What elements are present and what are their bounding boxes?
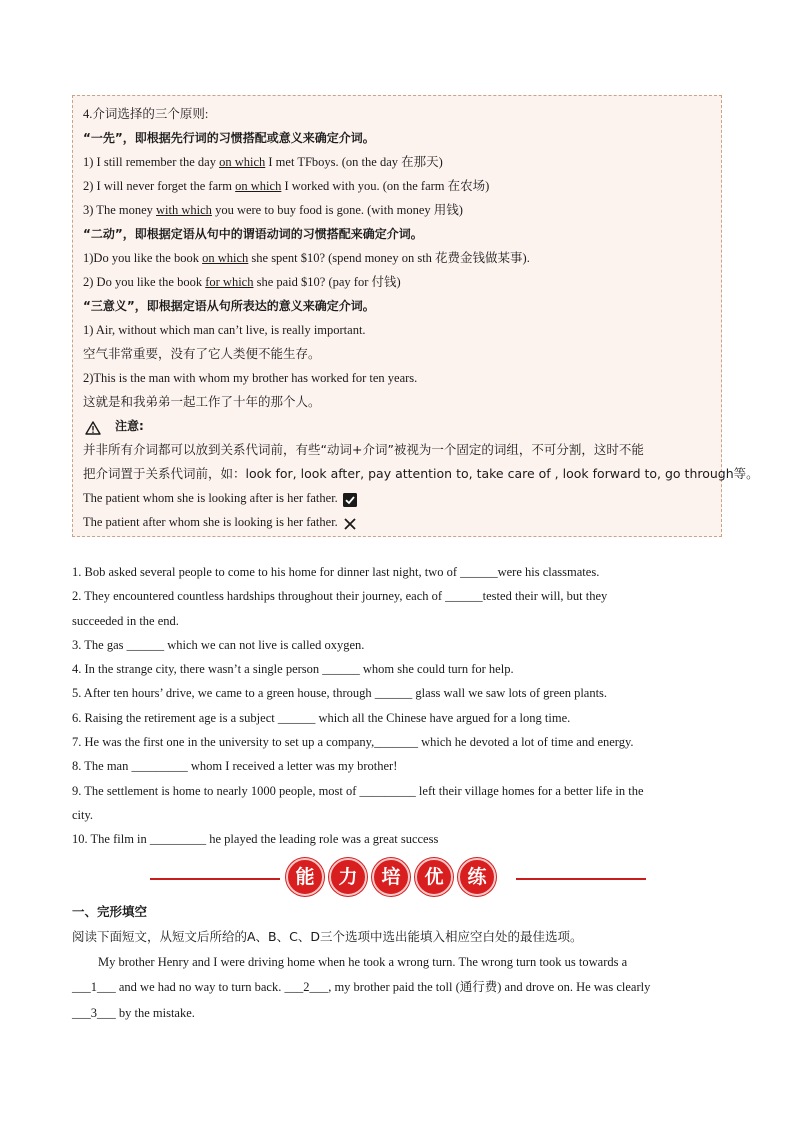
note-header [83,414,721,438]
tip-box [72,95,759,537]
section-heading: 一、完形填空 [72,904,148,919]
banner-rule-right [516,878,646,880]
banner-char: 优 [415,858,453,896]
banner-char: 力 [329,858,367,896]
exercise-line: 2. They encountered countless hardships throughout their journey, each of ______tested their will, but they [72,589,608,604]
exercise-line: 3. The gas ______ which we can not live is called oxygen. [72,637,365,652]
rule3-example-2-translation: 这就是和我弟弟一起工作了十年的那个人。 [83,394,321,409]
section-instruction: 阅读下面短文，从短文后所给的A、B、C、D三个选项中选出能填入相应空白处的最佳选项。 [72,929,583,944]
warning-icon [85,419,101,433]
exercise-line: 9. The settlement is home to nearly 1000 people, most of _________ left their village homes for a better life in the [72,783,644,798]
section-banner [150,858,646,900]
tip-title: 4.介词选择的三个原则: [83,107,209,121]
exercise-list [72,560,722,852]
exercise-line: city. [72,807,94,822]
rule2-example-1: 1)Do you like the book on which she spent $10? (spend money on sth 花费金钱做某事). [83,251,530,265]
banner-rule-left [150,878,280,880]
banner-title [286,858,496,896]
wrong-example: The patient after whom she is looking is her father. [83,510,721,534]
exercise-line: 10. The film in _________ he played the leading role was a great success [72,832,439,847]
rule3-example-2: 2)This is the man with whom my brother has worked for ten years. [83,371,418,385]
passage-line: ___3___ by the mistake. [72,1005,195,1020]
note-line-1: 并非所有介词都可以放到关系代词前，有些“动词+介词”被视为一个固定的词组，不可分割，这时不能 [83,442,644,457]
rule3-title: “三意义”，即根据定语从句所表达的意义来确定介词。 [83,299,375,313]
exercise-line: 8. The man _________ whom I received a letter was my brother! [72,759,398,774]
rule2-title: “二动”，即根据定语从句中的谓语动词的习惯搭配来确定介词。 [83,227,423,241]
checkmark-icon [343,491,357,505]
exercise-line: 4. In the strange city, there wasn’t a single person ______ whom she could turn for help. [72,662,514,677]
rule3-example-1-translation: 空气非常重要，没有了它人类便不能生存。 [83,346,321,361]
cross-icon [343,515,357,529]
exercise-line: 5. After ten hours’ drive, we came to a green house, through ______ glass wall we saw lots of green plants. [72,686,608,701]
rule3-example-1: 1) Air, without which man can’t live, is really important. [83,323,366,337]
rule1-title: “一先”，即根据先行词的习惯搭配或意义来确定介词。 [83,131,375,145]
passage-line: My brother Henry and I were driving home when he took a wrong turn. The wrong turn took us towards a [98,954,628,969]
exercise-line: 1. Bob asked several people to come to his home for dinner last night, two of ______were his classmates. [72,565,600,579]
passage-line: ___1___ and we had no way to turn back. ___2___, my brother paid the toll (通行费) and drove on. He was clearly [72,980,651,994]
rule1-example-3: 3) The money with which you were to buy food is gone. (with money 用钱) [83,203,463,217]
banner-char: 培 [372,858,410,896]
rule1-example-2: 2) I will never forget the farm on which I worked with you. (on the farm 在农场) [83,179,490,193]
exercise-line: succeeded in the end. [72,613,179,628]
cloze-section [72,900,732,1026]
exercise-line: 7. He was the first one in the university to set up a company,_______ which he devoted a lot of time and energy. [72,735,634,750]
correct-example: The patient whom she is looking after is her father. [83,486,721,510]
banner-char: 练 [458,858,496,896]
note-label: 注意: [115,419,144,433]
rule1-example-1: 1) I still remember the day on which I met TFboys. (on the day 在那天) [83,155,443,169]
banner-char: 能 [286,858,324,896]
rule2-example-2: 2) Do you like the book for which she paid $10? (pay for 付钱) [83,275,401,289]
note-line-2: 把介词置于关系代词前，如：look for, look after, pay attention to, take care of , look forward to, go through等。 [83,466,759,481]
exercise-line: 6. Raising the retirement age is a subject ______ which all the Chinese have argued for a long time. [72,710,571,725]
